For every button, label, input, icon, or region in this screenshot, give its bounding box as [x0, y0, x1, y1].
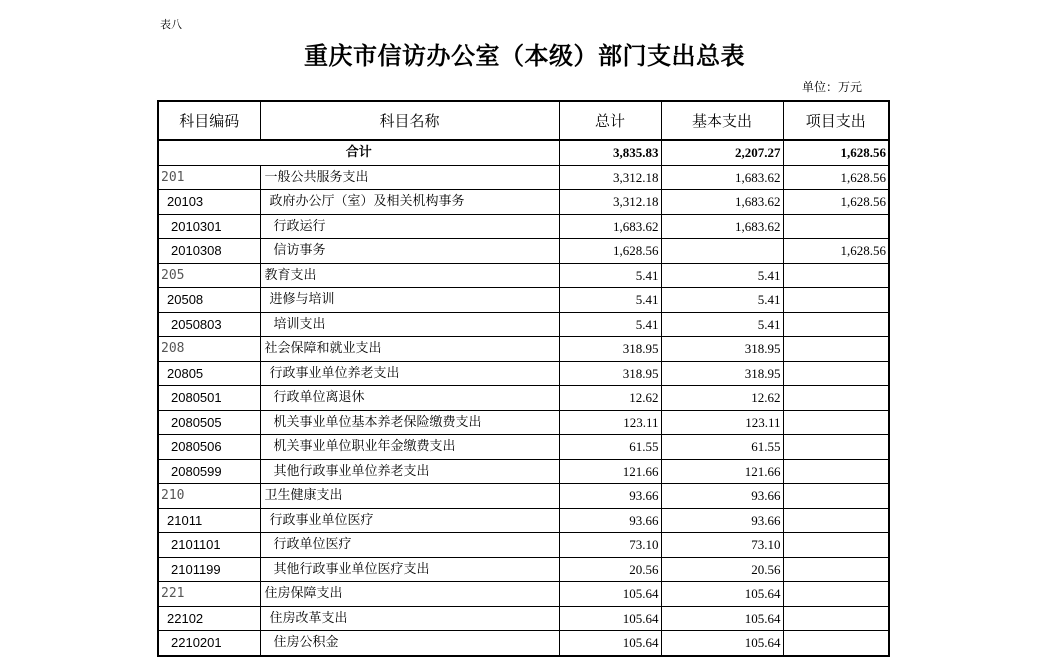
- total-cell: 20.56: [559, 557, 661, 582]
- project-cell: [783, 361, 889, 386]
- name-cell: 行政运行: [260, 214, 559, 239]
- total-cell: 5.41: [559, 312, 661, 337]
- code-cell: 2101199: [158, 557, 260, 582]
- basic-cell: 1,683.62: [661, 165, 783, 190]
- project-cell: 1,628.56: [783, 239, 889, 264]
- total-project: 1,628.56: [783, 140, 889, 165]
- name-cell: 信访事务: [260, 239, 559, 264]
- total-cell: 123.11: [559, 410, 661, 435]
- table-row: [158, 288, 889, 313]
- name-cell: 行政事业单位养老支出: [260, 361, 559, 386]
- table-row: [158, 606, 889, 631]
- table-label: 表八: [160, 18, 182, 31]
- project-cell: [783, 410, 889, 435]
- code-cell: 20805: [158, 361, 260, 386]
- basic-cell: 5.41: [661, 263, 783, 288]
- basic-cell: 318.95: [661, 361, 783, 386]
- name-cell: 一般公共服务支出: [260, 165, 559, 190]
- table-row: [158, 386, 889, 411]
- total-cell: 73.10: [559, 533, 661, 558]
- project-cell: [783, 557, 889, 582]
- project-cell: [783, 288, 889, 313]
- name-cell: 卫生健康支出: [260, 484, 559, 509]
- table-row: [158, 361, 889, 386]
- total-cell: 318.95: [559, 337, 661, 362]
- table-row: [158, 557, 889, 582]
- table-row: [158, 582, 889, 607]
- code-cell: 208: [158, 337, 260, 362]
- name-cell: 行政事业单位医疗: [260, 508, 559, 533]
- total-cell: 5.41: [559, 263, 661, 288]
- header-total: 总计: [559, 101, 661, 140]
- total-cell: 3,312.18: [559, 165, 661, 190]
- total-cell: 5.41: [559, 288, 661, 313]
- total-cell: 105.64: [559, 631, 661, 656]
- project-cell: [783, 312, 889, 337]
- table-row: [158, 459, 889, 484]
- code-cell: 2010301: [158, 214, 260, 239]
- basic-cell: 93.66: [661, 484, 783, 509]
- total-cell: 1,683.62: [559, 214, 661, 239]
- project-cell: [783, 214, 889, 239]
- expenditure-table: [157, 100, 890, 657]
- code-cell: 2080501: [158, 386, 260, 411]
- code-cell: 210: [158, 484, 260, 509]
- basic-cell: 61.55: [661, 435, 783, 460]
- code-cell: 2080505: [158, 410, 260, 435]
- header-code: 科目编码: [158, 101, 260, 140]
- total-cell: 105.64: [559, 606, 661, 631]
- table-row: [158, 190, 889, 215]
- basic-cell: 105.64: [661, 631, 783, 656]
- total-cell: 93.66: [559, 508, 661, 533]
- basic-cell: 318.95: [661, 337, 783, 362]
- basic-cell: 5.41: [661, 312, 783, 337]
- basic-cell: [661, 239, 783, 264]
- total-cell: 105.64: [559, 582, 661, 607]
- unit-label: 单位：万元: [802, 80, 863, 94]
- name-cell: 教育支出: [260, 263, 559, 288]
- code-cell: 201: [158, 165, 260, 190]
- code-cell: 2010308: [158, 239, 260, 264]
- project-cell: [783, 533, 889, 558]
- code-cell: 2080599: [158, 459, 260, 484]
- table-row: [158, 214, 889, 239]
- name-cell: 培训支出: [260, 312, 559, 337]
- name-cell: 进修与培训: [260, 288, 559, 313]
- table-row: [158, 337, 889, 362]
- header-row: [158, 101, 889, 140]
- project-cell: [783, 508, 889, 533]
- page-title: 重庆市信访办公室（本级）部门支出总表: [304, 42, 745, 70]
- name-cell: 社会保障和就业支出: [260, 337, 559, 362]
- header-basic: 基本支出: [661, 101, 783, 140]
- code-cell: 21011: [158, 508, 260, 533]
- total-sum: 3,835.83: [559, 140, 661, 165]
- basic-cell: 73.10: [661, 533, 783, 558]
- project-cell: [783, 631, 889, 656]
- total-cell: 1,628.56: [559, 239, 661, 264]
- code-cell: 2210201: [158, 631, 260, 656]
- table-row: [158, 312, 889, 337]
- total-label: 合计: [158, 140, 559, 165]
- table-row: [158, 484, 889, 509]
- table-row: [158, 631, 889, 656]
- table-row: [158, 263, 889, 288]
- name-cell: 住房公积金: [260, 631, 559, 656]
- project-cell: [783, 263, 889, 288]
- total-cell: 318.95: [559, 361, 661, 386]
- basic-cell: 105.64: [661, 606, 783, 631]
- project-cell: [783, 606, 889, 631]
- name-cell: 机关事业单位职业年金缴费支出: [260, 435, 559, 460]
- code-cell: 2080506: [158, 435, 260, 460]
- table-row: [158, 239, 889, 264]
- table-row: [158, 410, 889, 435]
- basic-cell: 12.62: [661, 386, 783, 411]
- table-row: [158, 533, 889, 558]
- project-cell: [783, 459, 889, 484]
- code-cell: 20103: [158, 190, 260, 215]
- basic-cell: 123.11: [661, 410, 783, 435]
- basic-cell: 105.64: [661, 582, 783, 607]
- basic-cell: 1,683.62: [661, 190, 783, 215]
- project-cell: [783, 484, 889, 509]
- code-cell: 20508: [158, 288, 260, 313]
- total-row: [158, 140, 889, 165]
- total-cell: 61.55: [559, 435, 661, 460]
- name-cell: 政府办公厅（室）及相关机构事务: [260, 190, 559, 215]
- name-cell: 行政单位离退休: [260, 386, 559, 411]
- name-cell: 行政单位医疗: [260, 533, 559, 558]
- project-cell: [783, 337, 889, 362]
- table-row: [158, 508, 889, 533]
- name-cell: 机关事业单位基本养老保险缴费支出: [260, 410, 559, 435]
- project-cell: [783, 435, 889, 460]
- total-basic: 2,207.27: [661, 140, 783, 165]
- code-cell: 2050803: [158, 312, 260, 337]
- code-cell: 221: [158, 582, 260, 607]
- header-name: 科目名称: [260, 101, 559, 140]
- code-cell: 205: [158, 263, 260, 288]
- table-row: [158, 165, 889, 190]
- name-cell: 其他行政事业单位医疗支出: [260, 557, 559, 582]
- project-cell: [783, 582, 889, 607]
- basic-cell: 121.66: [661, 459, 783, 484]
- table-row: [158, 435, 889, 460]
- basic-cell: 5.41: [661, 288, 783, 313]
- total-cell: 12.62: [559, 386, 661, 411]
- code-cell: 22102: [158, 606, 260, 631]
- name-cell: 住房改革支出: [260, 606, 559, 631]
- basic-cell: 93.66: [661, 508, 783, 533]
- header-project: 项目支出: [783, 101, 889, 140]
- project-cell: 1,628.56: [783, 190, 889, 215]
- total-cell: 121.66: [559, 459, 661, 484]
- project-cell: 1,628.56: [783, 165, 889, 190]
- basic-cell: 20.56: [661, 557, 783, 582]
- name-cell: 住房保障支出: [260, 582, 559, 607]
- code-cell: 2101101: [158, 533, 260, 558]
- total-cell: 3,312.18: [559, 190, 661, 215]
- name-cell: 其他行政事业单位养老支出: [260, 459, 559, 484]
- basic-cell: 1,683.62: [661, 214, 783, 239]
- total-cell: 93.66: [559, 484, 661, 509]
- project-cell: [783, 386, 889, 411]
